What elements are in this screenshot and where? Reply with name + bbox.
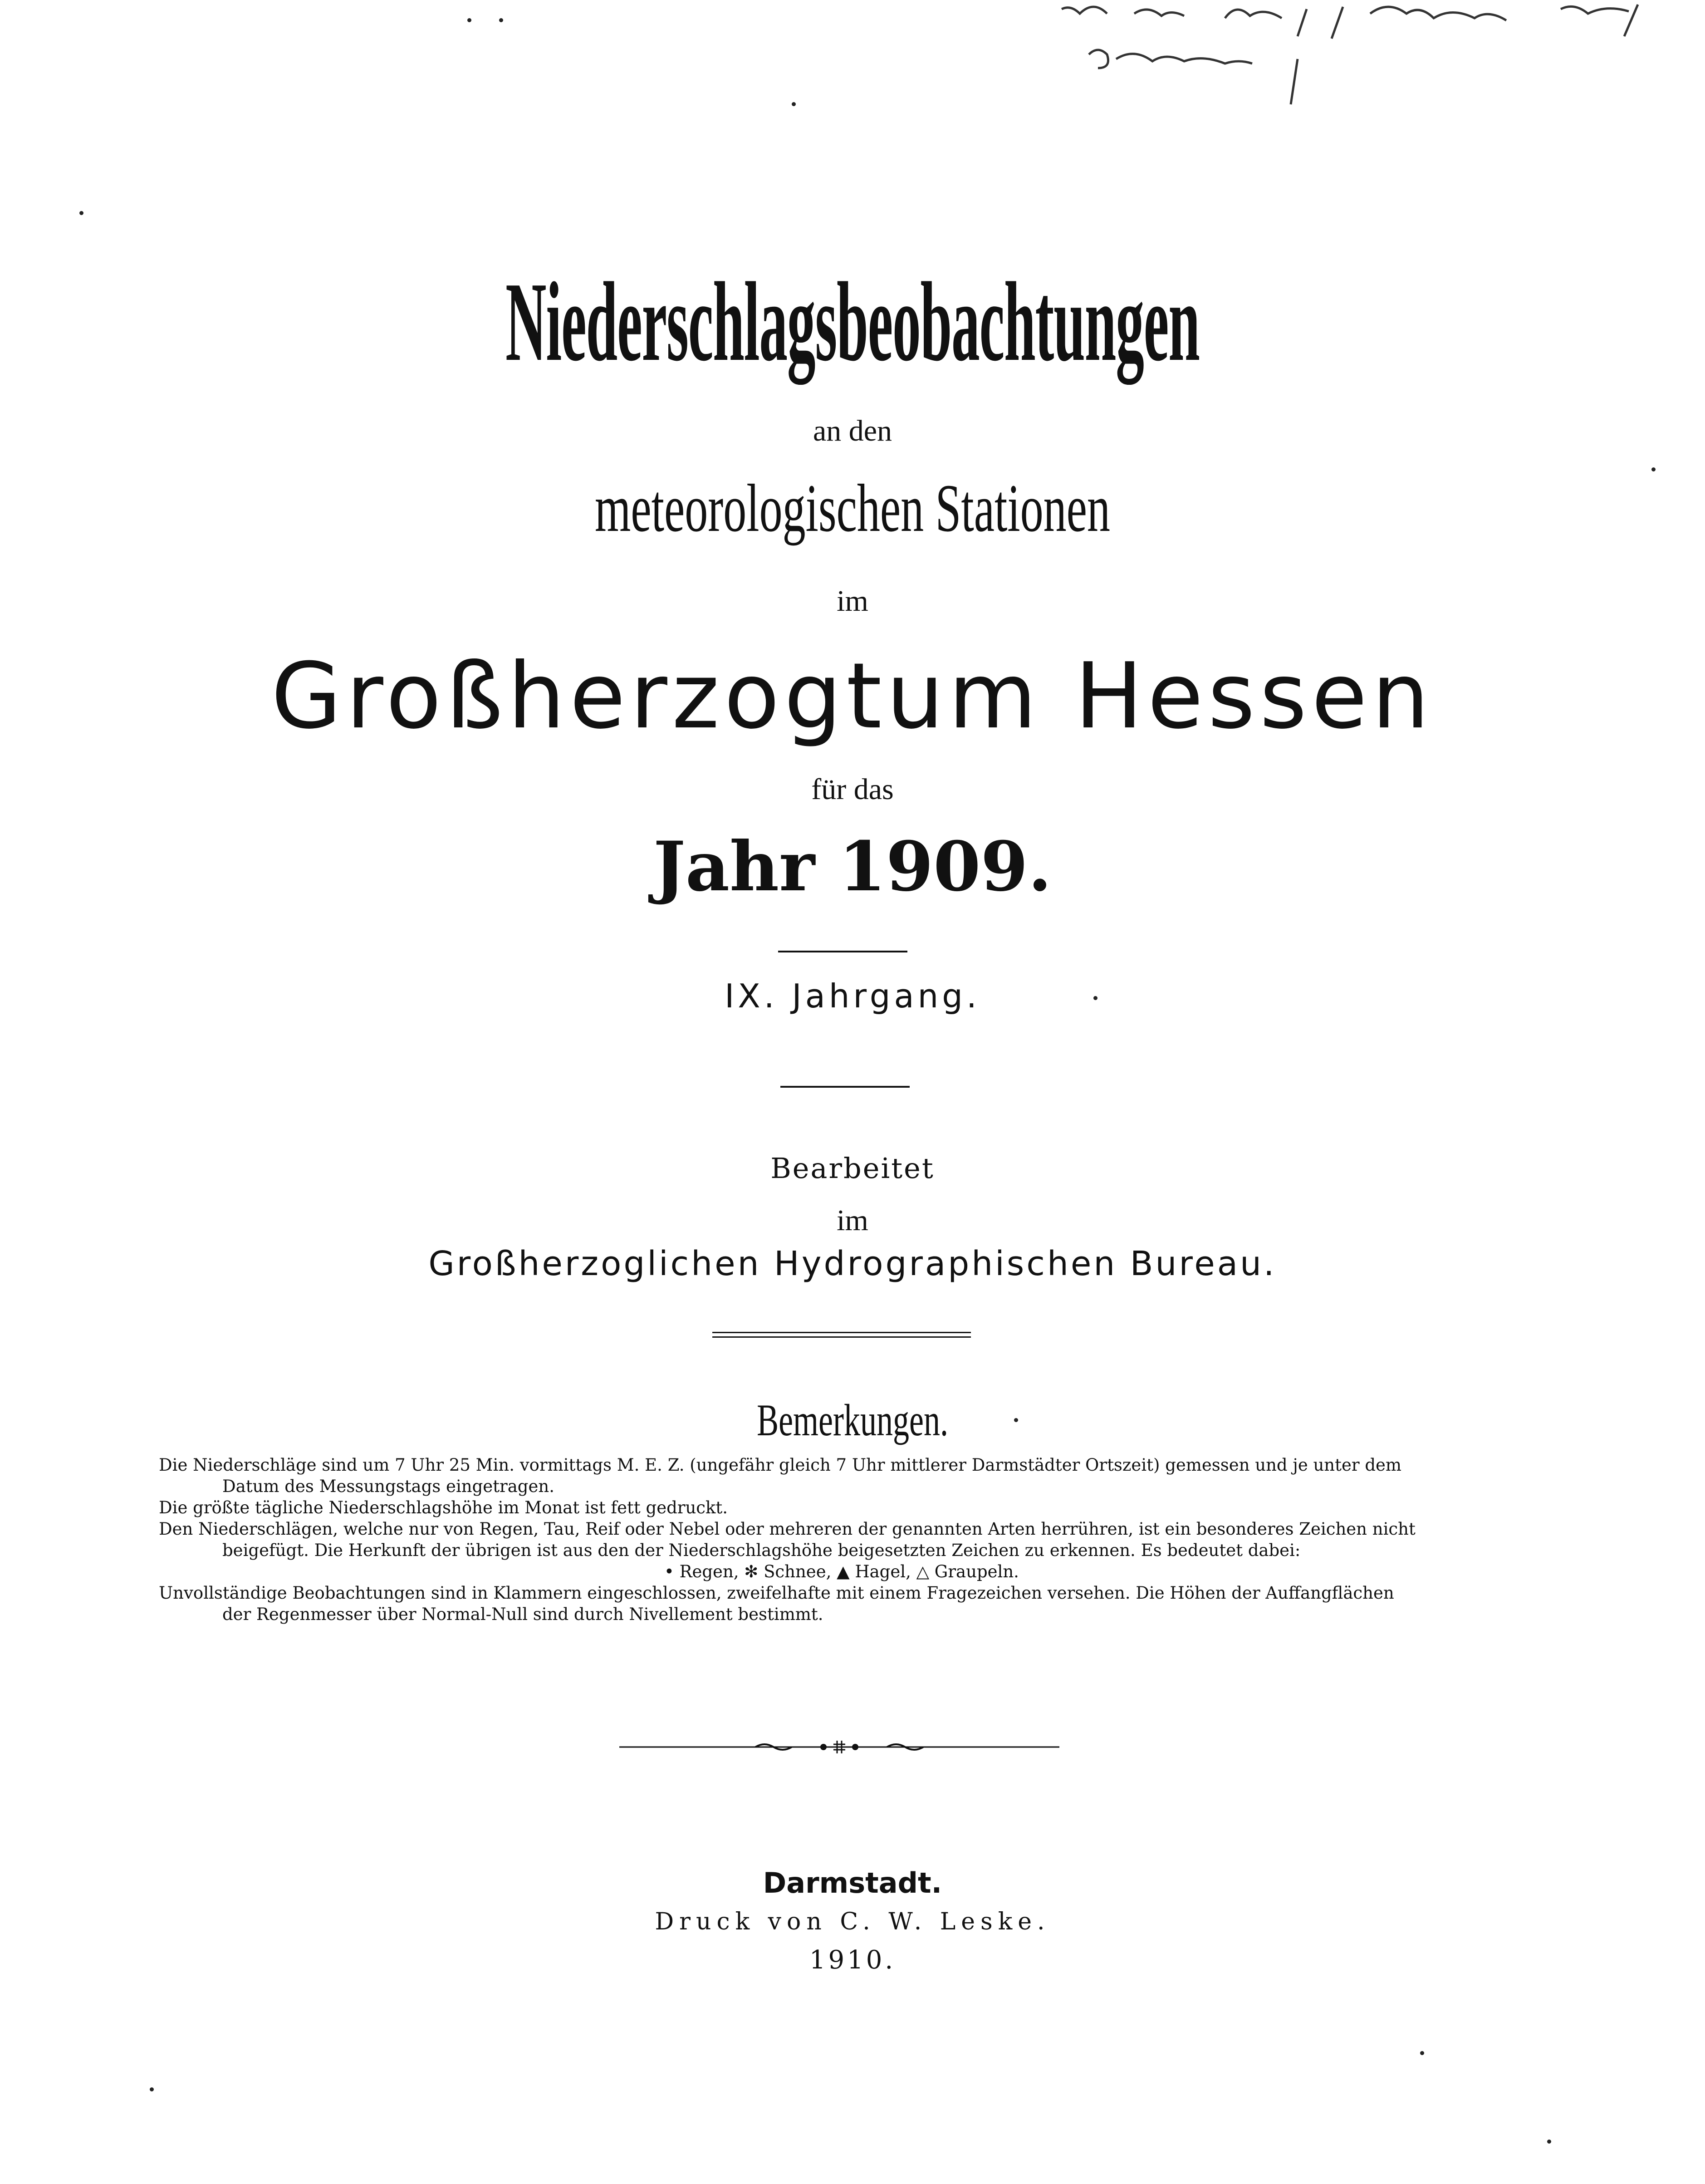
page-title: Niederschlagsbeobachtungen [505,259,1200,385]
remark-4: Unvollständige Beobachtungen sind in Klammern eingeschlossen, zweifelhafte mit einem Fragezeichen versehen. Die Höhen der Auffangflächen [159,1583,1394,1603]
speck [150,2087,154,2091]
remarks-heading: Bemerkungen. [757,1395,948,1445]
speck [792,102,796,106]
remark-1-cont: Datum des Messungstags eingetragen. [222,1477,554,1496]
subtitle-an-den: an den [813,414,892,447]
speck [1651,467,1656,471]
precipitation-signs-legend: • Regen, ✻ Schnee, ▲ Hagel, △ Graupeln. [664,1562,1019,1581]
imprint-printer: Druck von C. W. Leske. [655,1908,1050,1935]
subtitle-im: im [837,584,868,618]
divider-rule [778,951,907,952]
subtitle-stations: meteorologischen Stationen [595,471,1110,546]
double-rule-top [712,1332,971,1333]
edited-label: Bearbeitet [770,1152,935,1185]
region-heading: Großherzogtum Hessen [271,643,1434,749]
speck [1420,2051,1424,2055]
remark-4-cont: der Regenmesser über Normal-Null sind durch Nivellement bestimmt. [222,1605,823,1624]
ornamental-divider [619,1738,1059,1756]
remarks-block [159,1454,1524,1625]
subtitle-fuer-das: für das [811,773,894,806]
imprint-city: Darmstadt. [763,1866,942,1899]
handwritten-note [1053,0,1697,109]
bureau-name: Großherzoglichen Hydrographischen Bureau. [428,1244,1277,1283]
remark-1: Die Niederschläge sind um 7 Uhr 25 Min. vormittags M. E. Z. (ungefähr gleich 7 Uhr mittlerer Darmstädter Ortszeit) gemessen und je unter dem [159,1455,1402,1475]
remark-3-cont: beigefügt. Die Herkunft der übrigen ist aus den der Niederschlagshöhe beigesetzten Zeichen zu erkennen. Es bedeutet dabei: [222,1541,1301,1560]
speck [79,211,83,215]
speck [467,18,471,22]
speck [1547,2140,1551,2144]
year-heading: Jahr 1909. [653,827,1052,907]
edited-im: im [837,1204,868,1237]
double-rule-bottom [712,1336,971,1338]
speck [499,18,503,22]
remark-2: Die größte tägliche Niederschlagshöhe im Monat ist fett gedruckt. [159,1498,728,1517]
volume-label: IX. Jahrgang. [725,977,980,1015]
imprint-year: 1910. [809,1945,896,1975]
divider-rule [780,1086,910,1088]
remark-3: Den Niederschlägen, welche nur von Regen, Tau, Reif oder Nebel oder mehreren der genannten Arten herrühren, ist ein besonderes Zeichen nicht [159,1519,1416,1539]
